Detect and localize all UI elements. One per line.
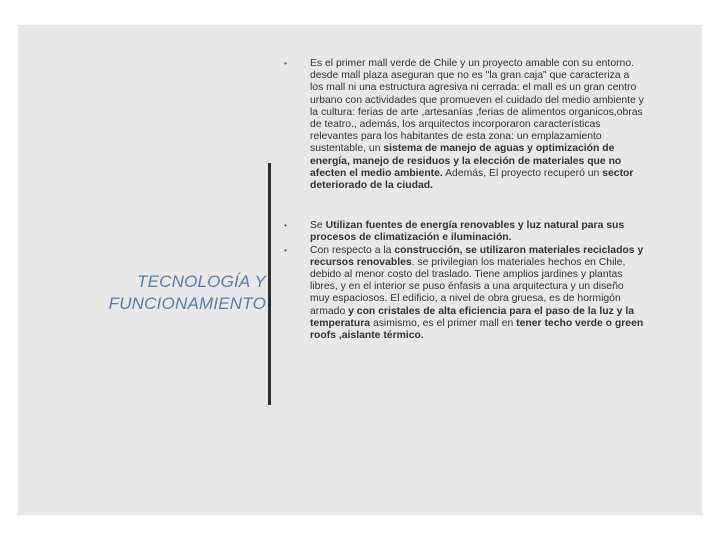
- bold-text-segment: sistema de manejo de aguas y optimización de energía, manejo de residuos y la elección de materiales que no afecten el medio ambiente.: [310, 143, 622, 179]
- text-segment: Es el primer mall verde de Chile y un proyecto amable con su entorno. desde mall plaza aseguran que no es "la gran caja" que caracteriza a los mall ni una estructura agresiva ni cerrada: el mall es un gran centro urbano con actividades que promueven el cuidado del medio ambiente y la cultura: ferias de arte ,artesanías ,ferias de alimentos organicos,obras de teatro., además, los arquitectos incorporaron características relevantes para los habitantes de esta zona: un emplazamiento sustentable, un: [310, 58, 644, 155]
- bullet-item-1: [284, 58, 644, 192]
- bold-text-segment: y con cristales de alta eficiencia para el paso de la luz y la temperatura: [310, 305, 634, 329]
- text-segment: . se privilegian los materiales hechos en Chile, debido al menor costo del traslado. Tiene amplios jardines y plantas libres, y en el interior se puso énfasis a una arquitectura y un diseño muy espaciosos. El edificio, a nivel de obra gruesa, es de hormigón armado: [310, 256, 626, 317]
- slide-title: [58, 271, 266, 315]
- bold-text-segment: sector deteriorado de la ciudad.: [310, 167, 634, 192]
- bold-text-segment: Utilizan fuentes de energía renovables y luz natural para sus procesos de climatización e iluminación.: [310, 220, 625, 244]
- slide-title-line-1: TECNOLOGÍA Y: [137, 272, 266, 291]
- bullet-list: [284, 58, 644, 342]
- bold-text-segment: construcción, se utilizaron materiales reciclados y recursos renovables: [310, 244, 644, 268]
- vertical-divider: [268, 163, 271, 405]
- bullet-item-3: [284, 245, 644, 343]
- bullet-text-2: [310, 220, 644, 244]
- text-segment: Además, El proyecto recuperó un: [442, 167, 603, 179]
- slide-title-line-2: FUNCIONAMIENTO: [108, 294, 266, 313]
- bullet-marker: •: [284, 221, 287, 231]
- bullet-marker: •: [284, 59, 287, 68]
- bullet-text-1: [310, 58, 644, 192]
- text-segment: Se: [310, 220, 326, 232]
- bullet-text-3: [310, 245, 644, 343]
- text-segment: Con respecto a la: [310, 244, 395, 256]
- bullet-marker: •: [284, 245, 287, 255]
- text-segment: asimismo, es el primer mall en: [370, 317, 517, 329]
- bullet-item-2: [284, 220, 644, 244]
- bold-text-segment: tener techo verde o green roofs ,aislante térmico.: [310, 317, 644, 342]
